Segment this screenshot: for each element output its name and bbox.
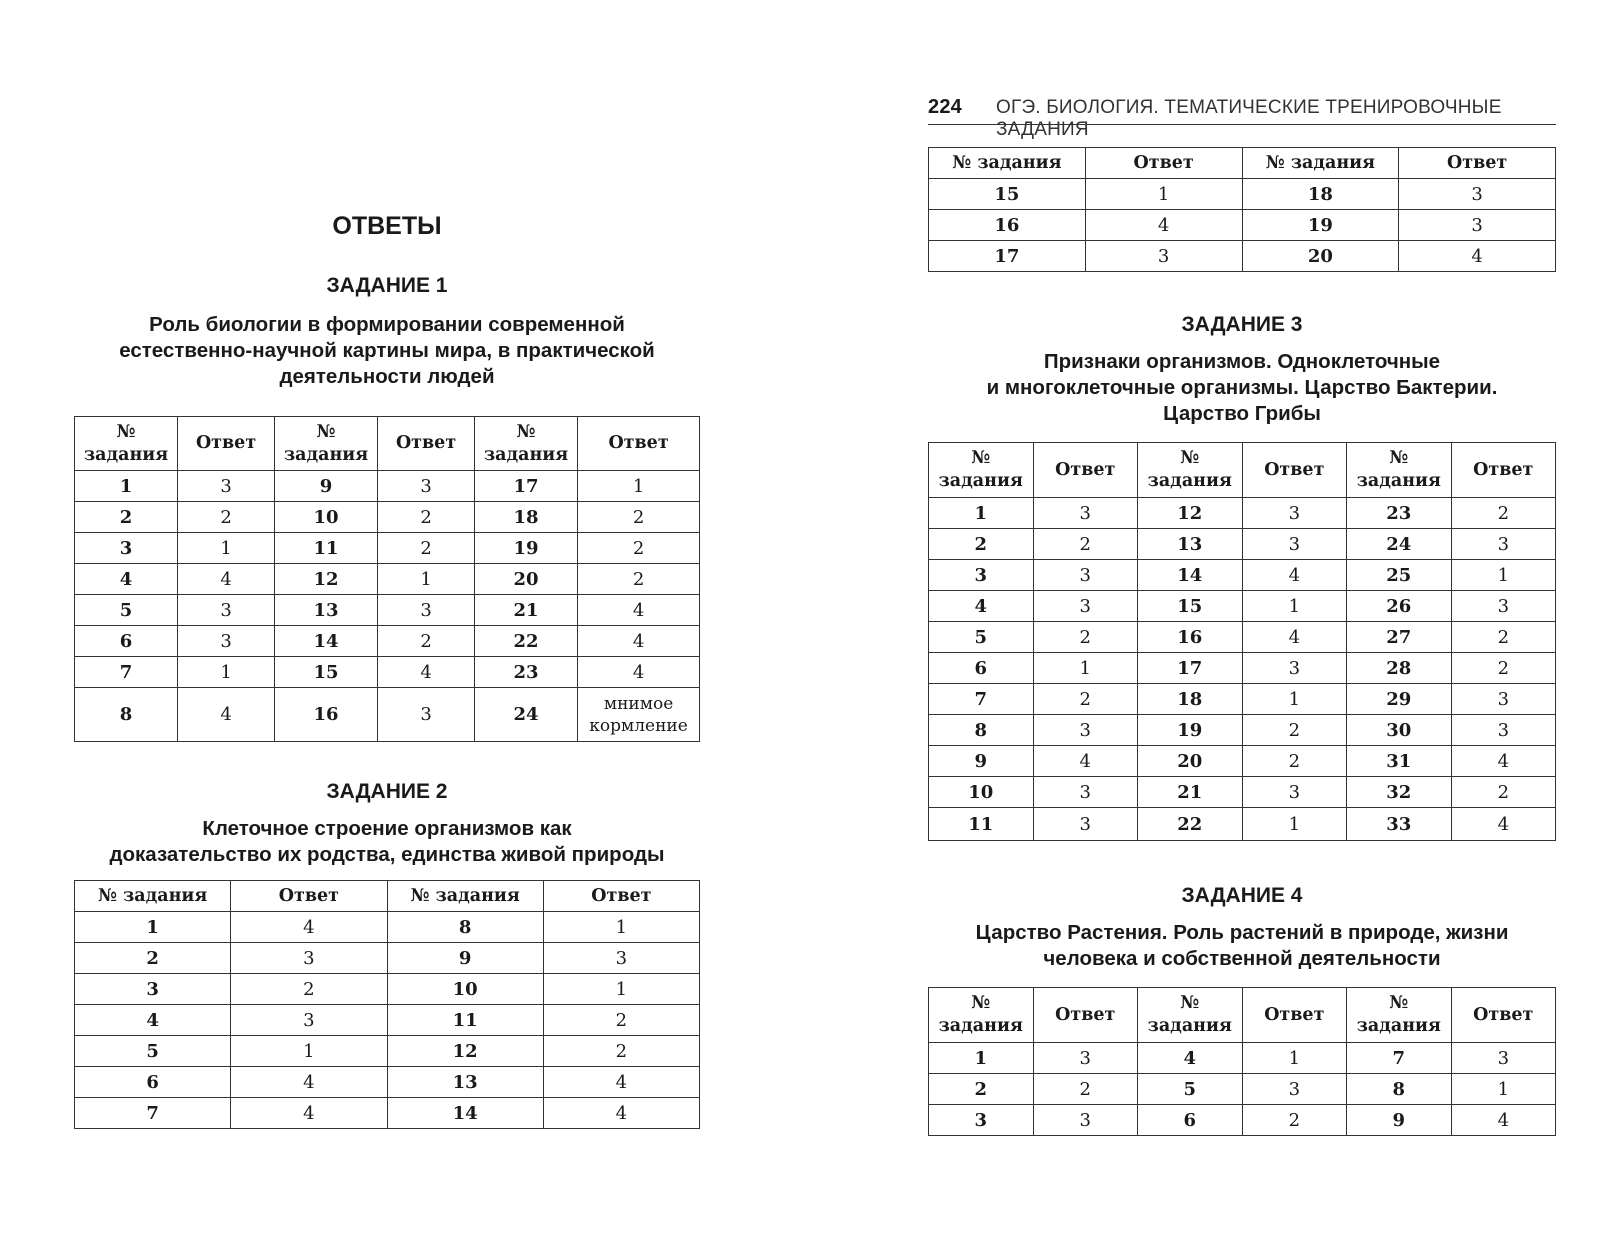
answer-value: 2 [178, 502, 275, 533]
task-number: 13 [1138, 529, 1243, 560]
task-number: 3 [75, 974, 231, 1005]
answer-value: 3 [231, 943, 387, 974]
table-row [75, 1098, 700, 1129]
table-header-row [929, 148, 1556, 179]
task-number: 9 [1347, 1105, 1452, 1136]
table-row [929, 746, 1556, 777]
task-number: 12 [1138, 498, 1243, 529]
answer-value: 4 [1085, 210, 1242, 241]
answer-value: 4 [1451, 1105, 1555, 1136]
answer-value-text: мнимое кормление [578, 688, 700, 742]
answer-value: 3 [1033, 560, 1138, 591]
table-row [929, 1074, 1556, 1105]
answer-value: 3 [1242, 653, 1347, 684]
table-row [929, 179, 1556, 210]
answer-value: 1 [1242, 1043, 1347, 1074]
table-row [929, 529, 1556, 560]
col-header-task-no: № задания [275, 417, 378, 471]
table-row [75, 626, 700, 657]
answer-value: 3 [1242, 777, 1347, 808]
task-number: 19 [1138, 715, 1243, 746]
table-row [929, 1105, 1556, 1136]
task-number: 7 [75, 1098, 231, 1129]
answer-value: 2 [543, 1005, 699, 1036]
task-number: 2 [75, 502, 178, 533]
table-row [75, 657, 700, 688]
task-number: 6 [1138, 1105, 1243, 1136]
answer-value: 3 [1033, 498, 1138, 529]
answer-value: 1 [543, 974, 699, 1005]
task-number: 17 [929, 241, 1086, 272]
answer-value: 1 [1451, 560, 1555, 591]
task1-subtitle-line: Роль биологии в формировании современной [149, 313, 625, 336]
answer-value: 3 [1242, 1074, 1347, 1105]
table-row [75, 471, 700, 502]
task3-subtitle-line: Признаки организмов. Одноклеточные [1043, 350, 1441, 373]
table-row [75, 974, 700, 1005]
col-header-answer: Ответ [1451, 988, 1555, 1043]
answer-value: 4 [231, 1067, 387, 1098]
table-row [75, 533, 700, 564]
table-row [929, 684, 1556, 715]
answer-value: 3 [1242, 498, 1347, 529]
task-number: 27 [1347, 622, 1452, 653]
task3-subtitle [928, 349, 1556, 427]
task-number: 16 [929, 210, 1086, 241]
task-number: 3 [929, 560, 1034, 591]
table-row [929, 560, 1556, 591]
answer-value: 2 [1242, 746, 1347, 777]
answer-value: 3 [1033, 591, 1138, 622]
col-header-task-no: № задания [1242, 148, 1399, 179]
table-row [929, 1043, 1556, 1074]
task4-title: ЗАДАНИЕ 4 [1181, 884, 1303, 907]
task-number: 12 [275, 564, 378, 595]
answer-value: 4 [578, 657, 700, 688]
answer-value: 3 [378, 471, 475, 502]
running-header [928, 96, 1556, 140]
answer-value: 2 [1451, 498, 1555, 529]
answer-value: 2 [1242, 1105, 1347, 1136]
task-number: 8 [1347, 1074, 1452, 1105]
table-row [929, 777, 1556, 808]
answer-value: 1 [378, 564, 475, 595]
task-number: 7 [929, 684, 1034, 715]
task-number: 10 [387, 974, 543, 1005]
answer-value: 3 [178, 471, 275, 502]
task-number: 23 [475, 657, 578, 688]
answer-value: 2 [1242, 715, 1347, 746]
task-number: 17 [475, 471, 578, 502]
task-number: 21 [475, 595, 578, 626]
answer-value: 4 [543, 1067, 699, 1098]
task-number: 13 [387, 1067, 543, 1098]
answer-value: 2 [1451, 777, 1555, 808]
task-number: 14 [275, 626, 378, 657]
col-header-answer: Ответ [378, 417, 475, 471]
col-header-answer: Ответ [1451, 443, 1555, 498]
task1-subtitle [74, 312, 700, 390]
answer-value: 3 [1451, 529, 1555, 560]
task-number: 16 [275, 688, 378, 742]
task4-answer-table [928, 987, 1556, 1136]
answer-value: 1 [178, 657, 275, 688]
task-number: 20 [475, 564, 578, 595]
task2-subtitle-line: Клеточное строение организмов как [202, 817, 572, 840]
answer-value: 3 [1085, 241, 1242, 272]
table-row [929, 591, 1556, 622]
task-number: 24 [475, 688, 578, 742]
task-number: 12 [387, 1036, 543, 1067]
answer-value: 3 [231, 1005, 387, 1036]
answer-value: 3 [178, 626, 275, 657]
col-header-task-no: № задания [1347, 988, 1452, 1043]
task-number: 21 [1138, 777, 1243, 808]
answer-value: 3 [1451, 684, 1555, 715]
answer-value: 2 [1451, 622, 1555, 653]
task-number: 6 [75, 1067, 231, 1098]
task4-subtitle-line: Царство Растения. Роль растений в природе, жизни [975, 921, 1509, 944]
answer-value: 4 [231, 912, 387, 943]
task2-answer-table [74, 880, 700, 1129]
task3-answer-table [928, 442, 1556, 841]
task-number: 32 [1347, 777, 1452, 808]
answer-value: 3 [1399, 179, 1556, 210]
col-header-answer: Ответ [1399, 148, 1556, 179]
task-number: 29 [1347, 684, 1452, 715]
answer-value: 4 [378, 657, 475, 688]
answer-value: 3 [1242, 529, 1347, 560]
table-row [75, 1005, 700, 1036]
answer-value: 2 [578, 533, 700, 564]
answer-value: 3 [378, 688, 475, 742]
task-number: 9 [929, 746, 1034, 777]
col-header-task-no: № задания [929, 988, 1034, 1043]
col-header-answer: Ответ [1085, 148, 1242, 179]
table-row [75, 1067, 700, 1098]
answer-value: 4 [578, 595, 700, 626]
task-number: 4 [929, 591, 1034, 622]
col-header-task-no: № задания [387, 881, 543, 912]
answer-value: 2 [231, 974, 387, 1005]
answer-value: 4 [1033, 746, 1138, 777]
task1-answer-table [74, 416, 700, 742]
task-number: 15 [275, 657, 378, 688]
table-row [929, 498, 1556, 529]
table-row [75, 595, 700, 626]
task-number: 2 [75, 943, 231, 974]
answer-value: 3 [1033, 808, 1138, 841]
task-number: 1 [929, 498, 1034, 529]
task-number: 3 [75, 533, 178, 564]
answer-value: 4 [543, 1098, 699, 1129]
task-number: 13 [275, 595, 378, 626]
task4-subtitle-line: человека и собственной деятельности [1043, 947, 1441, 970]
answer-value: 1 [231, 1036, 387, 1067]
task-number: 5 [929, 622, 1034, 653]
task-number: 3 [929, 1105, 1034, 1136]
col-header-answer: Ответ [1033, 443, 1138, 498]
running-title: ОГЭ. БИОЛОГИЯ. ТЕМАТИЧЕСКИЕ ТРЕНИРОВОЧНЫЕ ЗАДАНИЯ [995, 97, 1502, 140]
table-row [929, 210, 1556, 241]
answer-value: 3 [1451, 591, 1555, 622]
answer-value: 3 [1451, 715, 1555, 746]
task-number: 10 [929, 777, 1034, 808]
answer-value: 4 [231, 1098, 387, 1129]
table-row [75, 1036, 700, 1067]
task-number: 4 [1138, 1043, 1243, 1074]
table-row [75, 688, 700, 742]
answer-value: 2 [1451, 653, 1555, 684]
answer-value: 4 [178, 564, 275, 595]
task1-subtitle-line: естественно-научной картины мира, в практической [119, 339, 655, 362]
answer-value: 4 [1242, 560, 1347, 591]
task-number: 2 [929, 1074, 1034, 1105]
answer-value: 1 [543, 912, 699, 943]
task-number: 8 [387, 912, 543, 943]
answer-value: 1 [578, 471, 700, 502]
answer-value: 2 [1033, 684, 1138, 715]
answer-value: 4 [1451, 746, 1555, 777]
task-number: 9 [387, 943, 543, 974]
col-header-task-no: № задания [475, 417, 578, 471]
task-number: 5 [75, 1036, 231, 1067]
task-number: 7 [75, 657, 178, 688]
answer-value: 2 [578, 564, 700, 595]
answer-value: 1 [1451, 1074, 1555, 1105]
task-number: 33 [1347, 808, 1452, 841]
answer-value: 3 [1033, 715, 1138, 746]
task-number: 15 [1138, 591, 1243, 622]
answer-value: 3 [1399, 210, 1556, 241]
task-number: 1 [75, 912, 231, 943]
answer-value: 2 [1033, 622, 1138, 653]
task3-title: ЗАДАНИЕ 3 [1181, 313, 1303, 336]
col-header-task-no: № задания [75, 881, 231, 912]
answer-value: 1 [1242, 591, 1347, 622]
col-header-answer: Ответ [578, 417, 700, 471]
col-header-task-no: № задания [75, 417, 178, 471]
answer-value: 2 [578, 502, 700, 533]
table-row [75, 912, 700, 943]
task-number: 18 [1242, 179, 1399, 210]
task-number: 25 [1347, 560, 1452, 591]
task-number: 31 [1347, 746, 1452, 777]
task2-subtitle-line: доказательство их родства, единства живой природы [109, 843, 665, 866]
task3-subtitle-line: Царство Грибы [1163, 402, 1321, 425]
answer-value: 3 [1033, 777, 1138, 808]
table-header-row [929, 988, 1556, 1043]
task-number: 22 [1138, 808, 1243, 841]
answer-value: 1 [1033, 653, 1138, 684]
task1-title: ЗАДАНИЕ 1 [326, 274, 448, 297]
answer-value: 4 [1242, 622, 1347, 653]
col-header-task-no: № задания [1347, 443, 1452, 498]
answer-value: 2 [1033, 529, 1138, 560]
task1-subtitle-line: деятельности людей [279, 365, 495, 388]
answer-value: 1 [178, 533, 275, 564]
table-row [75, 502, 700, 533]
task-number: 17 [1138, 653, 1243, 684]
task-number: 30 [1347, 715, 1452, 746]
task2-title: ЗАДАНИЕ 2 [326, 780, 448, 803]
task-number: 4 [75, 564, 178, 595]
col-header-answer: Ответ [178, 417, 275, 471]
col-header-task-no: № задания [1138, 443, 1243, 498]
task2-subtitle [74, 816, 700, 868]
task-number: 16 [1138, 622, 1243, 653]
answer-value: 4 [1451, 808, 1555, 841]
answer-value: 2 [378, 502, 475, 533]
answer-value: 4 [1399, 241, 1556, 272]
col-header-answer: Ответ [231, 881, 387, 912]
task-number: 15 [929, 179, 1086, 210]
answer-value: 3 [378, 595, 475, 626]
answer-value: 3 [543, 943, 699, 974]
answer-value: 3 [178, 595, 275, 626]
task-number: 11 [929, 808, 1034, 841]
answer-value: 2 [543, 1036, 699, 1067]
task-number: 11 [387, 1005, 543, 1036]
col-header-task-no: № задания [1138, 988, 1243, 1043]
col-header-task-no: № задания [929, 148, 1086, 179]
table-row [929, 653, 1556, 684]
task-number: 18 [475, 502, 578, 533]
task-number: 8 [929, 715, 1034, 746]
answer-value: 3 [1033, 1105, 1138, 1136]
task-number: 20 [1242, 241, 1399, 272]
task-number: 6 [929, 653, 1034, 684]
table-header-row [75, 881, 700, 912]
task-number: 10 [275, 502, 378, 533]
answer-value: 2 [1033, 1074, 1138, 1105]
task-number: 5 [1138, 1074, 1243, 1105]
task4-subtitle [928, 920, 1556, 972]
task3-subtitle-line: и многоклеточные организмы. Царство Бактерии. [986, 376, 1498, 399]
task-number: 5 [75, 595, 178, 626]
answer-value: 1 [1242, 684, 1347, 715]
task-number: 4 [75, 1005, 231, 1036]
answer-value: 4 [578, 626, 700, 657]
task2-continued-table [928, 147, 1556, 272]
task-number: 19 [475, 533, 578, 564]
col-header-answer: Ответ [1033, 988, 1138, 1043]
table-row [929, 715, 1556, 746]
page-number: 224 [928, 96, 962, 118]
table-header-row [75, 417, 700, 471]
answer-value: 3 [1451, 1043, 1555, 1074]
task-number: 20 [1138, 746, 1243, 777]
col-header-task-no: № задания [929, 443, 1034, 498]
answer-value: 2 [378, 533, 475, 564]
task-number: 9 [275, 471, 378, 502]
task-number: 6 [75, 626, 178, 657]
task-number: 23 [1347, 498, 1452, 529]
task-number: 28 [1347, 653, 1452, 684]
answer-value: 2 [378, 626, 475, 657]
table-row [929, 808, 1556, 841]
task-number: 18 [1138, 684, 1243, 715]
task-number: 24 [1347, 529, 1452, 560]
task-number: 22 [475, 626, 578, 657]
task-number: 1 [75, 471, 178, 502]
task-number: 8 [75, 688, 178, 742]
answer-value: 1 [1242, 808, 1347, 841]
task-number: 14 [387, 1098, 543, 1129]
col-header-answer: Ответ [1242, 988, 1347, 1043]
table-row [929, 622, 1556, 653]
table-header-row [929, 443, 1556, 498]
table-row [75, 943, 700, 974]
table-row [929, 241, 1556, 272]
task-number: 2 [929, 529, 1034, 560]
task-number: 11 [275, 533, 378, 564]
task-number: 26 [1347, 591, 1452, 622]
page-title: ОТВЕТЫ [332, 212, 442, 240]
answer-value: 1 [1085, 179, 1242, 210]
task-number: 14 [1138, 560, 1243, 591]
col-header-answer: Ответ [1242, 443, 1347, 498]
task-number: 1 [929, 1043, 1034, 1074]
answer-value: 3 [1033, 1043, 1138, 1074]
task-number: 7 [1347, 1043, 1452, 1074]
task-number: 19 [1242, 210, 1399, 241]
answer-value: 4 [178, 688, 275, 742]
col-header-answer: Ответ [543, 881, 699, 912]
table-row [75, 564, 700, 595]
